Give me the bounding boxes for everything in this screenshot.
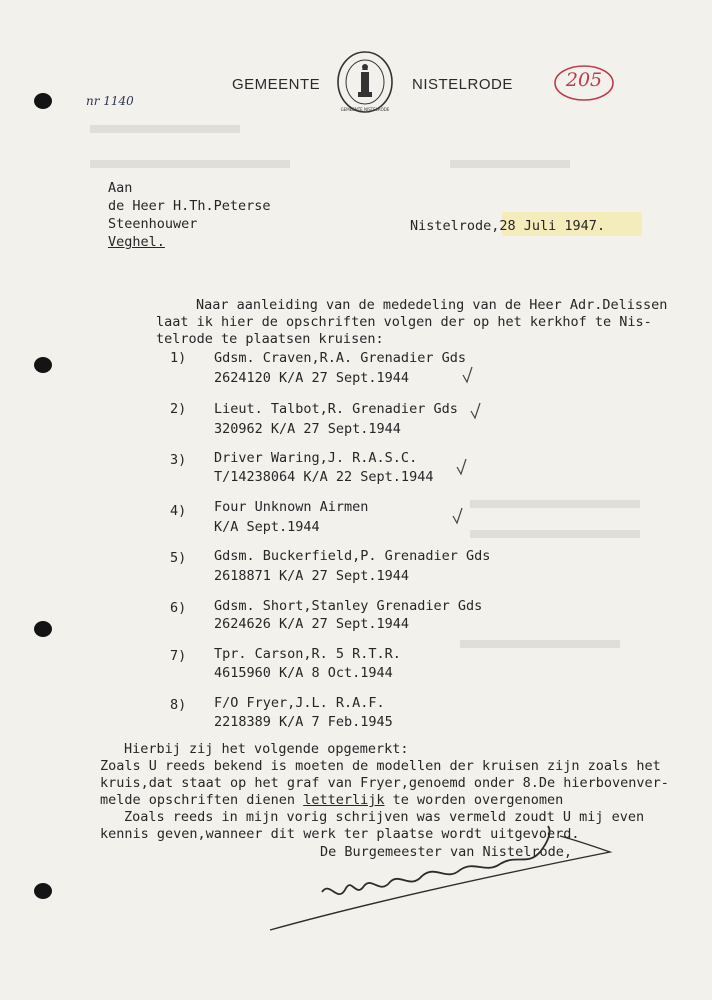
list-item-number: 7) <box>170 648 187 664</box>
list-item-number: 8) <box>170 697 187 713</box>
closing-fragment: melde opschriften dienen <box>100 792 304 808</box>
list-item-number: 5) <box>170 550 187 566</box>
show-through-mark <box>460 640 620 648</box>
checkmark-icon <box>456 458 468 476</box>
list-item-name: Driver Waring,J. R.A.S.C. <box>214 450 418 466</box>
letter-date <box>410 218 605 234</box>
seal-text: GEMEENTE NISTELRODE <box>340 107 390 112</box>
list-item-number: 4) <box>170 503 187 519</box>
show-through-mark <box>470 530 640 538</box>
show-through-mark <box>90 160 290 168</box>
closing-fragment: te worden overgenomen <box>384 792 564 808</box>
list-item-number: 1) <box>170 350 187 366</box>
recipient-line: Aan <box>108 180 133 196</box>
letterhead-left: GEMEENTE <box>232 76 321 93</box>
list-item-name: Gdsm. Buckerfield,P. Grenadier Gds <box>214 548 491 564</box>
recipient-line: Veghel. <box>108 234 165 250</box>
list-item-details: 2618871 K/A 27 Sept.1944 <box>214 568 410 584</box>
list-item-number: 2) <box>170 401 187 417</box>
date-place: Nistelrode, <box>410 218 500 234</box>
list-item-name: F/O Fryer,J.L. R.A.F. <box>214 695 385 711</box>
show-through-mark <box>90 125 240 133</box>
closing-line: Zoals U reeds bekend is moeten de modellen der kruisen zijn zoals het <box>100 758 661 774</box>
punch-hole <box>34 93 52 109</box>
checkmark-icon <box>452 507 464 525</box>
show-through-mark <box>470 500 640 508</box>
punch-hole <box>34 883 52 899</box>
show-through-mark <box>450 160 570 168</box>
checkmark-icon <box>462 366 474 384</box>
list-item-name: Four Unknown Airmen <box>214 499 369 515</box>
intro-line: Naar aanleiding van de mededeling van de Heer Adr.Delissen <box>196 297 668 313</box>
date-value: 28 Juli 1947. <box>499 218 606 234</box>
list-item-details: T/14238064 K/A 22 Sept.1944 <box>214 469 434 485</box>
checkmark-icon <box>470 402 482 420</box>
recipient-line: de Heer H.Th.Peterse <box>108 198 271 214</box>
handwritten-reference: nr 1140 <box>86 94 134 108</box>
intro-line: telrode te plaatsen kruisen: <box>156 331 384 347</box>
punch-hole <box>34 357 52 373</box>
list-item-name: Tpr. Carson,R. 5 R.T.R. <box>214 646 401 662</box>
list-item-number: 6) <box>170 600 187 616</box>
list-item-details: 2624626 K/A 27 Sept.1944 <box>214 616 410 632</box>
underlined-word: letterlijk <box>303 792 385 808</box>
recipient-line: Steenhouwer <box>108 216 198 232</box>
list-item-details: 4615960 K/A 8 Oct.1944 <box>214 665 393 681</box>
closing-line: kruis,dat staat op het graf van Fryer,genoemd onder 8.De hierbovenver- <box>100 775 669 791</box>
closing-line: Zoals reeds in mijn vorig schrijven was vermeld zoudt U mij even <box>124 809 645 825</box>
list-item-details: 320962 K/A 27 Sept.1944 <box>214 421 401 437</box>
list-item-name: Lieut. Talbot,R. Grenadier Gds <box>214 401 458 417</box>
list-item-number: 3) <box>170 452 187 468</box>
list-item-details: 2624120 K/A 27 Sept.1944 <box>214 370 410 386</box>
closing-line <box>100 792 563 809</box>
list-item-name: Gdsm. Craven,R.A. Grenadier Gds <box>214 350 466 366</box>
closing-line: Hierbij zij het volgende opgemerkt: <box>124 741 409 757</box>
stamp-number-badge <box>553 63 615 103</box>
signatory-line: De Burgemeester van Nistelrode, <box>320 844 572 860</box>
letterhead-right: NISTELRODE <box>412 76 513 93</box>
list-item-name: Gdsm. Short,Stanley Grenadier Gds <box>214 598 483 614</box>
list-item-details: K/A Sept.1944 <box>214 519 320 535</box>
closing-line: kennis geven,wanneer dit werk ter plaatse wordt uitgevoerd. <box>100 826 580 842</box>
intro-line: laat ik hier de opschriften volgen der op het kerkhof te Nis- <box>156 314 652 330</box>
municipal-seal-icon <box>336 50 394 114</box>
stamp-number: 205 <box>565 69 603 91</box>
list-item-details: 2218389 K/A 7 Feb.1945 <box>214 714 393 730</box>
punch-hole <box>34 621 52 637</box>
